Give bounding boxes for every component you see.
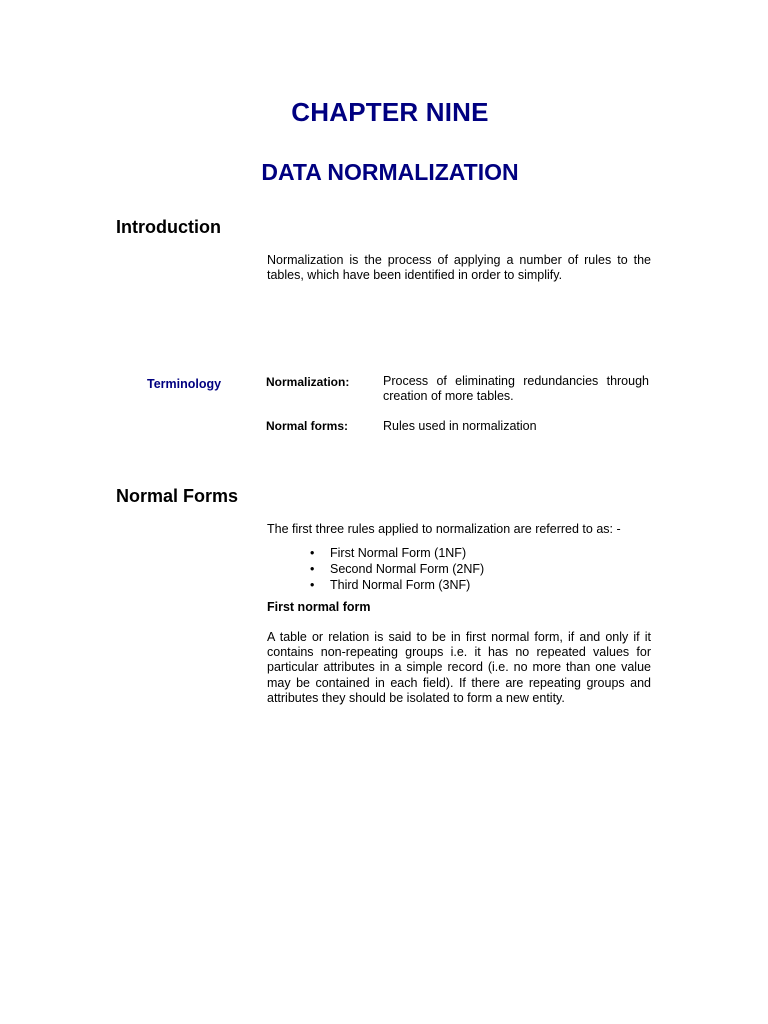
- bullet-icon: •: [310, 546, 315, 560]
- term-normal-forms-definition: Rules used in normalization: [383, 419, 537, 433]
- first-normal-form-heading: First normal form: [267, 600, 371, 614]
- list-item: [310, 545, 484, 561]
- chapter-title: CHAPTER NINE: [291, 97, 489, 127]
- first-normal-form-paragraph: A table or relation is said to be in first normal form, if and only if it contains non-repeating groups i.e. it has no repeated values for particular attributes in a simple record (i.e. no more than one value may be contained in each field). If there are repeating groups and attributes they should be isolated to form a new entity.: [267, 630, 651, 705]
- list-item-text: First Normal Form (1NF): [330, 546, 467, 560]
- term-normalization-definition: Process of eliminating redundancies through creation of more tables.: [383, 374, 649, 404]
- list-item-text: Second Normal Form (2NF): [330, 562, 485, 576]
- terminology-label: Terminology: [147, 377, 222, 391]
- normal-forms-heading: Normal Forms: [116, 486, 239, 506]
- list-item-text: Third Normal Form (3NF): [330, 578, 471, 592]
- normal-forms-list: [310, 545, 484, 593]
- introduction-paragraph: Normalization is the process of applying a number of rules to the tables, which have been identified in order to simplify.: [267, 253, 651, 283]
- list-item: [310, 561, 484, 577]
- normal-forms-intro: The first three rules applied to normalization are referred to as: -: [267, 522, 621, 536]
- bullet-icon: •: [310, 578, 315, 592]
- list-item: [310, 577, 484, 593]
- term-normalization: Normalization:: [266, 375, 350, 389]
- bullet-icon: •: [310, 562, 315, 576]
- term-normal-forms: Normal forms:: [266, 419, 349, 433]
- chapter-subtitle: DATA NORMALIZATION: [261, 159, 519, 185]
- introduction-heading: Introduction: [116, 217, 221, 237]
